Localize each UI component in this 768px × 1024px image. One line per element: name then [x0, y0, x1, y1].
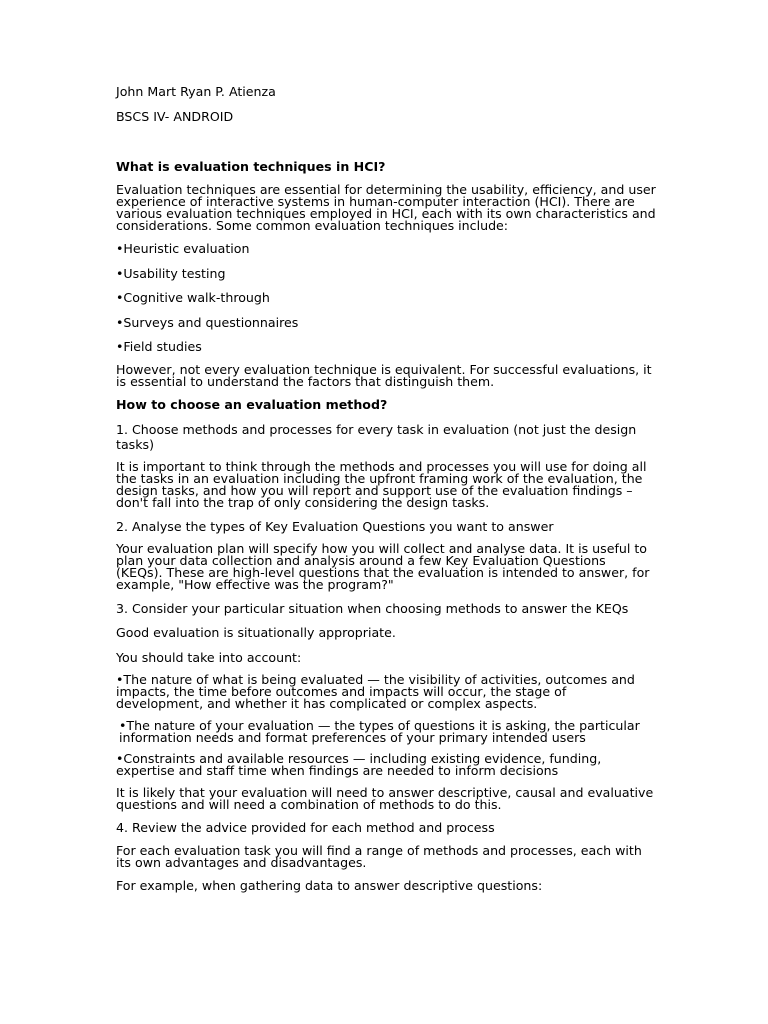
step-1-title: 1. Choose methods and processes for every task in evaluation (not just the design tasks) [116, 421, 637, 452]
spacer [116, 133, 656, 159]
step-3-bullet: •The nature of your evaluation — the types of questions it is asking, the particular information needs and format preferences of your primary intended users [119, 717, 640, 745]
step-4-title: 4. Review the advice provided for each method and process [116, 820, 495, 835]
step-3-line: Good evaluation is situationally appropriate. [116, 625, 396, 640]
step-3-bullet: •The nature of what is being evaluated — the visibility of activities, outcomes and impacts, the time before outcomes and impacts will occur, the stage of development, and whether it has complicated or complex aspects. [116, 672, 635, 711]
closing-paragraph: However, not every evaluation technique is equivalent. For successful evaluations, it is essential to understand the factors that distinguish them. [116, 361, 652, 389]
step-1-body: It is important to think through the methods and processes you will use for doing all the tasks in an evaluation including the upfront framing work of the evaluation, the design tasks, and how you will report and support use of the evaluation findings – don't fall into the trap of only considering the design tasks. [116, 459, 647, 510]
step-2-title: 2. Analyse the types of Key Evaluation Questions you want to answer [116, 518, 554, 534]
step-4-example: For example, when gathering data to answer descriptive questions: [116, 878, 543, 893]
section-heading-choose-method: How to choose an evaluation method? [116, 397, 388, 412]
step-3-title: 3. Consider your particular situation when choosing methods to answer the KEQs [116, 600, 629, 616]
step-3-bullet: •Constraints and available resources — including existing evidence, funding, expertise and staff time when findings are needed to inform decisions [116, 751, 602, 778]
technique-item: •Cognitive walk-through [116, 290, 270, 305]
step-2-body: Your evaluation plan will specify how you will collect and analyse data. It is useful to plan your data collection and analysis around a few Key Evaluation Questions (KEQs). These are high-level questions that the evaluation is intended to answer, for example, "How effective was the program?" [116, 541, 650, 592]
document-page [116, 84, 656, 903]
section-heading-evaluation-techniques: What is evaluation techniques in HCI? [116, 159, 386, 174]
technique-item: •Heuristic evaluation [116, 241, 250, 256]
author-name: John Mart Ryan P. Atienza [116, 84, 276, 99]
course-line: BSCS IV- ANDROID [116, 108, 234, 124]
technique-item: •Usability testing [116, 265, 226, 281]
step-4-body: For each evaluation task you will find a range of methods and processes, each with its own advantages and disadvantages. [116, 842, 642, 870]
technique-item: •Field studies [116, 339, 202, 354]
technique-item: •Surveys and questionnaires [116, 314, 299, 330]
step-3-summary: It is likely that your evaluation will need to answer descriptive, causal and evaluative questions and will need a combination of methods to do this. [116, 784, 654, 812]
step-3-line: You should take into account: [116, 649, 302, 665]
intro-paragraph: Evaluation techniques are essential for determining the usability, efficiency, and user experience of interactive systems in human-computer interaction (HCI). There are various evaluation techniques employed in HCI, each with its own characteristics and considerations. Some common evaluation techniques include: [116, 181, 656, 233]
